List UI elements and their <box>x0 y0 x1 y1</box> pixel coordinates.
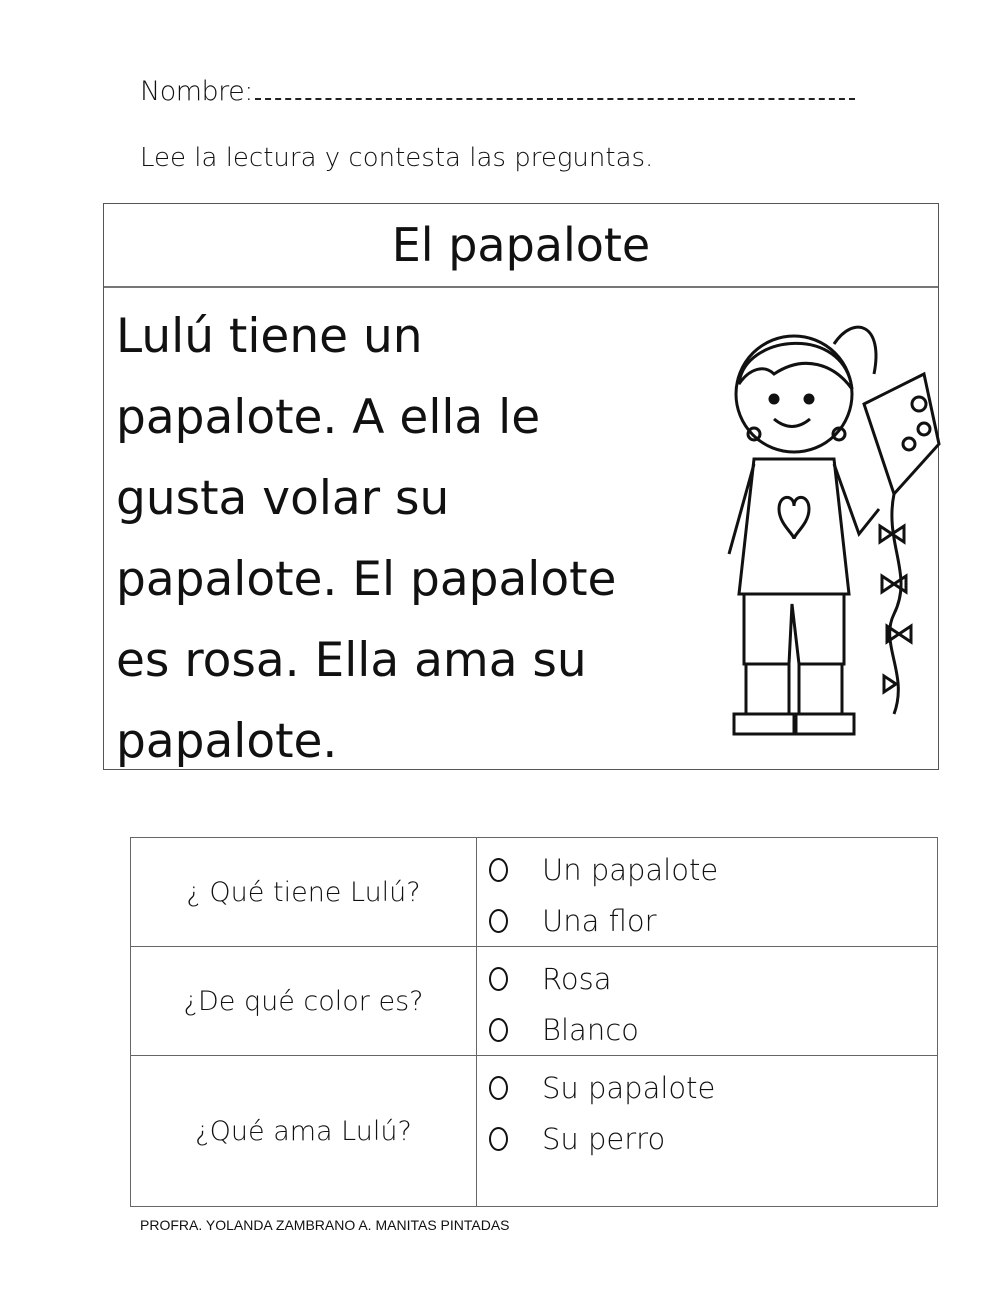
name-field[interactable] <box>140 76 855 107</box>
footer-credit: PROFRA. YOLANDA ZAMBRANO A. MANITAS PINTADAS <box>140 1217 510 1233</box>
reading-line: papalote. El papalote <box>116 552 617 607</box>
radio-circle-icon[interactable] <box>489 858 508 882</box>
radio-circle-icon[interactable] <box>489 967 508 991</box>
radio-circle-icon[interactable] <box>489 909 508 933</box>
radio-circle-icon[interactable] <box>489 1127 508 1151</box>
reading-line: Lulú tiene un <box>116 309 423 364</box>
option-label: Una flor <box>542 903 657 938</box>
questions-table <box>130 837 938 1207</box>
reading-box <box>103 203 939 770</box>
question-text: ¿ Qué tiene Lulú? <box>131 838 477 947</box>
option-label: Su perro <box>542 1121 666 1156</box>
answer-option[interactable] <box>485 895 937 946</box>
reading-text <box>116 296 616 782</box>
girl-with-kite-illustration <box>654 294 944 764</box>
name-blank-line[interactable] <box>255 76 855 100</box>
reading-line: es rosa. Ella ama su <box>116 633 587 688</box>
reading-line: papalote. <box>116 714 338 769</box>
name-label: Nombre: <box>140 76 253 107</box>
question-row <box>131 838 938 947</box>
answer-option[interactable] <box>485 1062 937 1113</box>
question-text: ¿Qué ama Lulú? <box>131 1056 477 1207</box>
question-row <box>131 947 938 1056</box>
answer-option[interactable] <box>485 1113 937 1164</box>
reading-line: papalote. A ella le <box>116 390 541 445</box>
radio-circle-icon[interactable] <box>489 1076 508 1100</box>
question-row <box>131 1056 938 1207</box>
question-text: ¿De qué color es? <box>131 947 477 1056</box>
reading-title: El papalote <box>104 204 938 288</box>
option-label: Un papalote <box>542 852 719 887</box>
option-label: Blanco <box>542 1012 639 1047</box>
instruction: Lee la lectura y contesta las preguntas. <box>140 143 654 173</box>
answer-option[interactable] <box>485 844 937 895</box>
answer-option[interactable] <box>485 1004 937 1055</box>
radio-circle-icon[interactable] <box>489 1018 508 1042</box>
option-label: Rosa <box>542 961 612 996</box>
answer-option[interactable] <box>485 953 937 1004</box>
option-label: Su papalote <box>542 1070 716 1105</box>
reading-line: gusta volar su <box>116 471 450 526</box>
